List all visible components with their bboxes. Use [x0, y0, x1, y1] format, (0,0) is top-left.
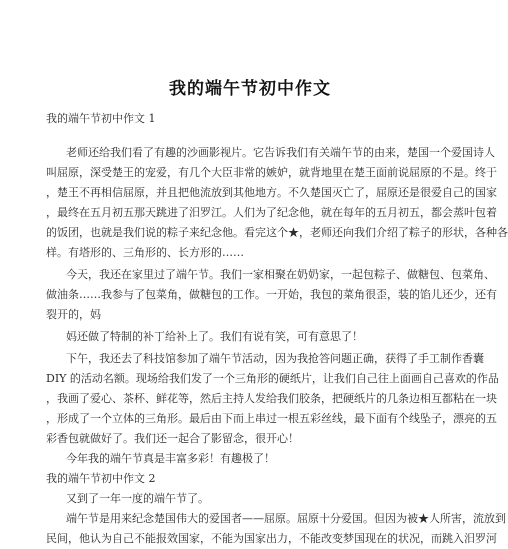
paragraph-line: 又到了一年一度的端午节了。 — [66, 492, 209, 505]
paragraph-line: 做油条……我参与了包菜角，做糖包的工作。一开始，我包的菜角很歪，装的馅儿还少，还有 — [46, 288, 497, 301]
paragraph-line: 老师还给我们看了有趣的沙画影视片。它告诉我们有关端午节的由来，楚国一个爱国诗人 — [66, 146, 495, 159]
paragraph-line: 叫屈原，深受楚王的宠爱，有几个大臣非常的嫉妒，就背地里在楚王面前说屈原的不是。终于 — [46, 166, 497, 179]
section-heading-1: 我的端午节初中作文 1 — [46, 112, 156, 125]
paragraph-line: 今年我的端午节真是丰富多彩！有趣极了！ — [66, 452, 275, 465]
paragraph-line: ，最终在五月初五那天跳进了汨罗江。人们为了纪念他，就在每年的五月初五，都会蒸叶包着 — [46, 206, 497, 219]
paragraph-line: 妈还做了特制的补丁给补上了。我们有说有笑，可有意思了！ — [66, 330, 363, 343]
paragraph-line: ，我画了爱心、茶杯、鲜花等，然后主持人发给我们胶条，把硬纸片的几条边相互都粘在一块 — [46, 392, 497, 405]
paragraph-line: ，形成了一个立体的三角形。最后由下而上串过一根五彩丝线，最下面有个线坠子，漂亮的五 — [46, 412, 497, 425]
paragraph-line: 彩香包就做好了。我们还一起合了影留念，很开心！ — [46, 432, 299, 445]
paragraph-line: 民间，他认为自己不能报效国家，不能为国家出力，不能改变梦国现在的状况，而跳入汨罗河 — [46, 532, 497, 545]
paragraph-line: 样。有塔形的、三角形的、长方形的…… — [46, 246, 244, 259]
section-heading-2: 我的端午节初中作文 2 — [46, 472, 156, 485]
paragraph-line: DIY 的活动名额。现场给我们发了一个三角形的硬纸片，让我们自己往上面画自己喜欢的作品 — [46, 372, 499, 385]
paragraph-line: 裂开的，妈 — [46, 308, 101, 321]
paragraph-line: ，楚王不再相信屈原，并且把他流放到其他地方。不久楚国灭亡了，屈原还是很爱自己的国家 — [46, 186, 497, 199]
page-title: 我的端午节初中作文 — [169, 79, 331, 99]
paragraph-line: 端午节是用来纪念楚国伟大的爱国者——屈原。屈原十分爱国。但因为被★人所害，流放到 — [66, 512, 506, 525]
paragraph-line: 下午，我还去了科技馆参加了端午节活动，因为我抢答问题正确，获得了手工制作香囊 — [66, 352, 484, 365]
paragraph-line: 今天，我还在家里过了端午节。我们一家相聚在奶奶家，一起包粽子、做糖包、包菜角、 — [66, 268, 495, 281]
paragraph-line: 的饭团，也就是我们说的粽子来纪念他。看完这个★，老师还向我们介绍了粽子的形状，各种各 — [46, 226, 508, 239]
